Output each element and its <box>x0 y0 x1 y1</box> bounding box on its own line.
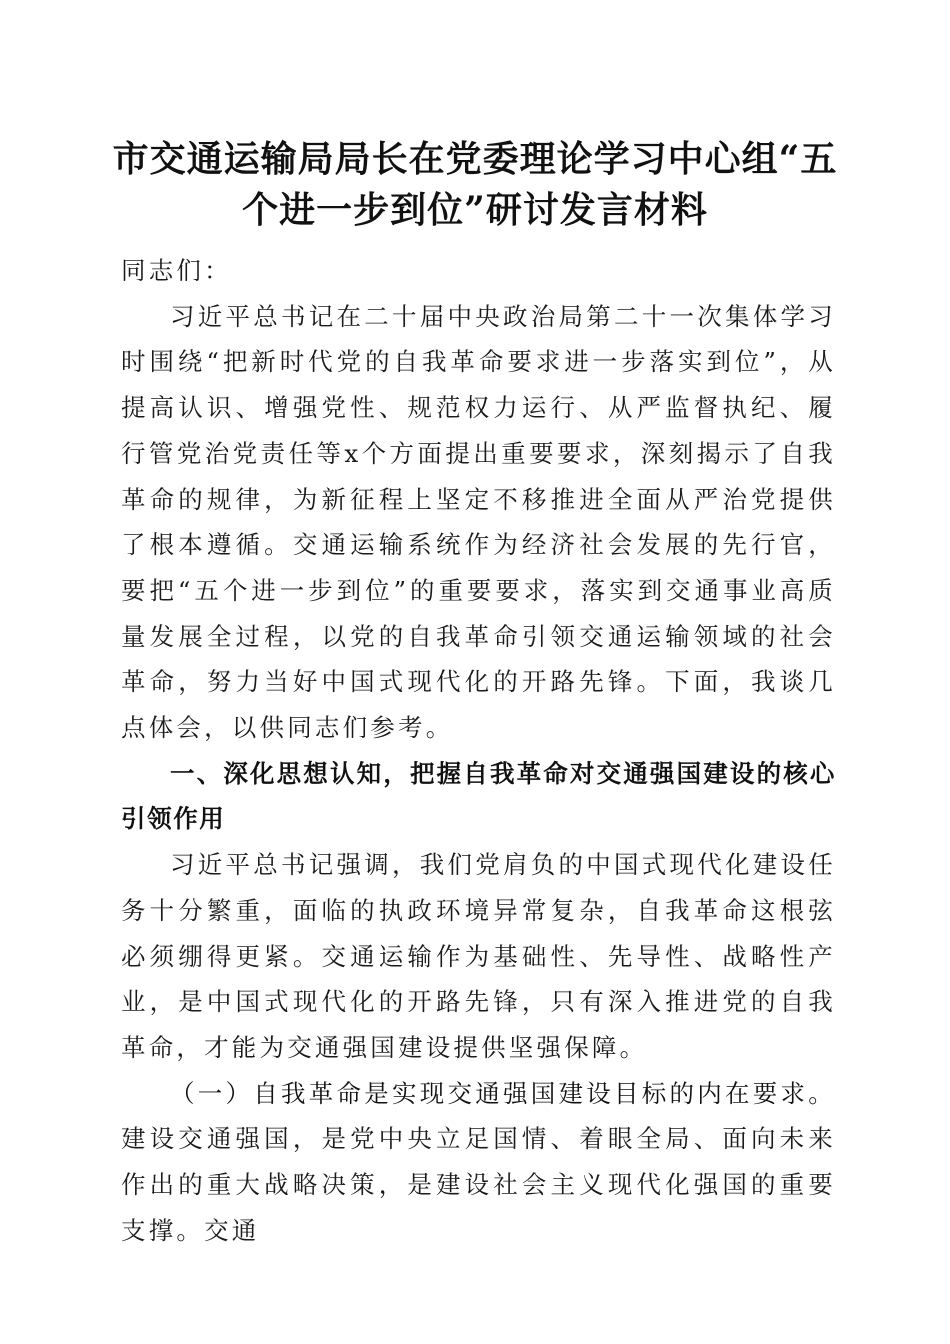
subsection-1-lead: （一）自我革命是实现交通强国建设目标的内在要求。 <box>170 1078 836 1108</box>
document-title <box>110 134 840 236</box>
document-body <box>121 248 836 1253</box>
subsection-1-paragraph <box>121 1071 836 1254</box>
intro-paragraph: 习近平总书记在二十届中央政治局第二十一次集体学习时围绕“把新时代党的自我革命要求进一步落实到位”，从提高认识、增强党性、规范权力运行、从严监督执纪、履行管党治党责任等x个方面提出重要要求，深刻揭示了自我革命的规律，为新征程上坚定不移推进全面从严治党提供了根本遵循。交通运输系统作为经济社会发展的先行官，要把“五个进一步到位”的重要要求，落实到交通事业高质量发展全过程，以党的自我革命引领交通运输领域的社会革命，努力当好中国式现代化的开路先锋。下面，我谈几点体会，以供同志们参考。 <box>121 301 836 743</box>
subsection-1-text: 建设交通强国，是党中央立足国情、着眼全局、面向未来作出的重大战略决策，是建设社会主义现代化强国的重要支撑。交通 <box>121 1124 836 1245</box>
salutation: 同志们： <box>121 256 232 285</box>
section-1-paragraph: 习近平总书记强调，我们党肩负的中国式现代化建设任务十分繁重，面临的执政环境异常复杂，自我革命这根弦必须绷得更紧。交通运输作为基础性、先导性、战略性产业，是中国式现代化的开路先锋，只有深入推进党的自我革命，才能为交通强国建设提供坚强保障。 <box>121 850 836 1062</box>
title-line-2: 个进一步到位”研讨发言材料 <box>242 189 708 231</box>
section-1-heading: 一、深化思想认知，把握自我革命对交通强国建设的核心引领作用 <box>121 758 836 834</box>
title-line-1: 市交通运输局局长在党委理论学习中心组“五 <box>112 138 838 180</box>
